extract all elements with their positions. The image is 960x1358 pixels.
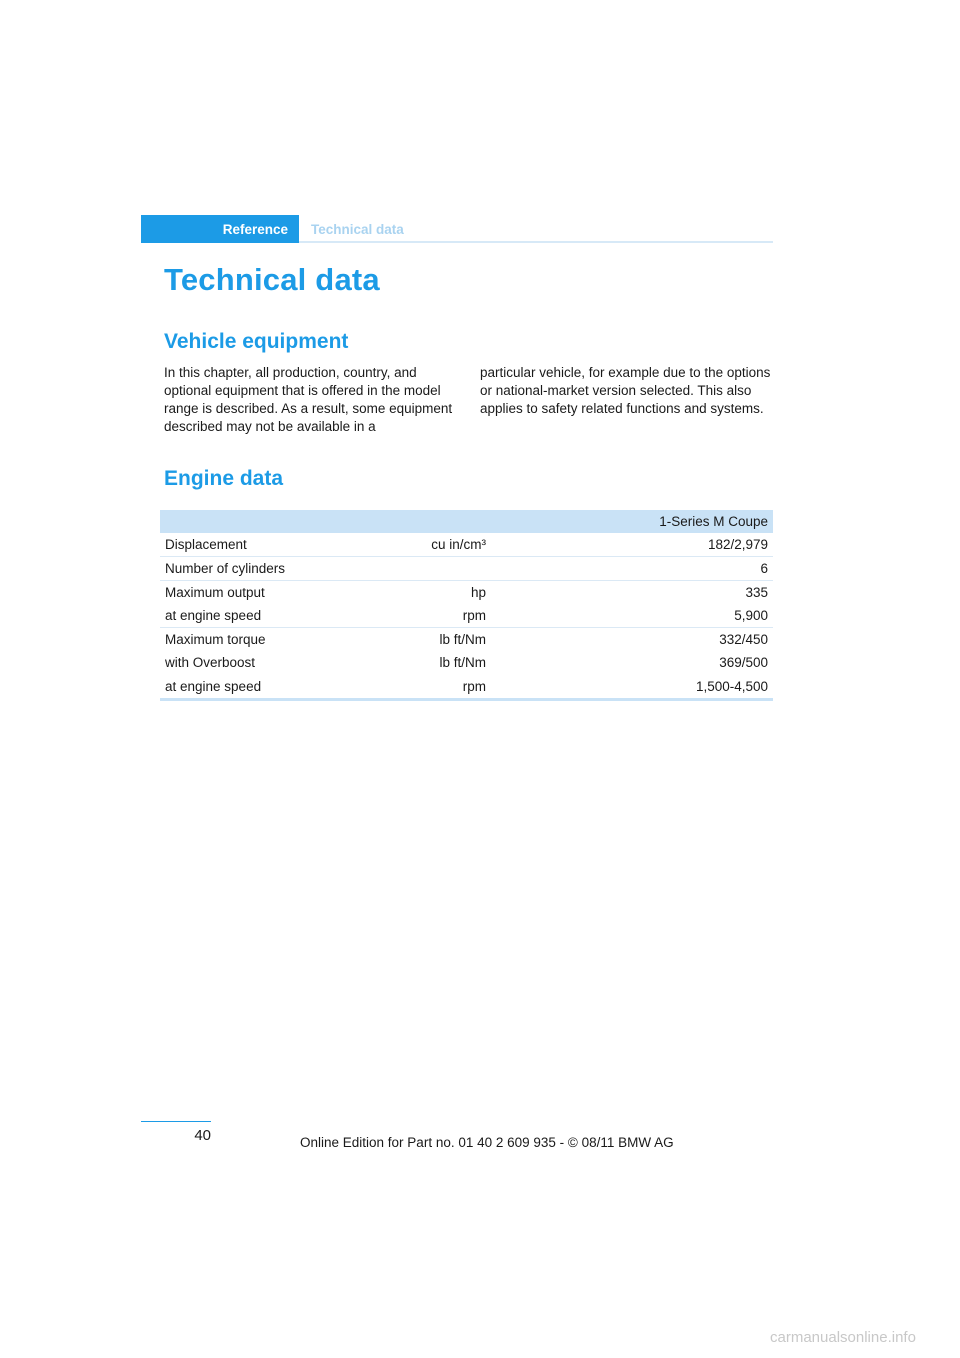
vehicle-equipment-heading: Vehicle equipment — [164, 330, 349, 353]
row-unit: rpm — [462, 608, 486, 623]
page-title: Technical data — [164, 262, 380, 297]
row-label: Number of cylinders — [160, 557, 403, 581]
table-row — [160, 533, 773, 557]
table-row — [160, 581, 773, 605]
row-label: at engine speed — [165, 608, 262, 623]
row-unit — [403, 557, 491, 581]
row-value: 1,500-4,500 — [491, 674, 773, 700]
table-header-row — [160, 510, 773, 533]
row-value: 182/2,979 — [707, 537, 768, 552]
header-divider — [299, 241, 773, 243]
table-row — [160, 628, 773, 652]
row-unit: lb ft/Nm — [403, 628, 491, 652]
row-value: 369/500 — [719, 655, 768, 670]
table-row — [160, 604, 773, 628]
row-unit: cu in/cm³ — [431, 537, 486, 552]
row-unit: rpm — [403, 674, 491, 700]
row-unit: hp — [403, 581, 491, 605]
row-unit: lb ft/Nm — [439, 655, 486, 670]
table-row — [160, 674, 773, 700]
running-header — [141, 215, 773, 243]
engine-data-table — [160, 510, 773, 701]
vehicle-equipment-text-col2: particular vehicle, for example due to the options or national-market version selected. This also applies to safety related functions and systems. — [480, 365, 771, 416]
row-label: at engine speed — [160, 674, 403, 700]
row-value: 335 — [491, 581, 773, 605]
header-section-label: Reference — [222, 222, 288, 237]
table-row — [160, 557, 773, 581]
table-column-header: 1-Series M Coupe — [160, 510, 773, 533]
row-value: 6 — [491, 557, 773, 581]
footer-edition-text: Online Edition for Part no. 01 40 2 609 935 - © 08/11 BMW AG — [300, 1135, 674, 1150]
header-section-tab — [141, 215, 299, 243]
engine-data-heading: Engine data — [164, 467, 284, 490]
row-label: with Overboost — [165, 655, 256, 670]
vehicle-equipment-text-col1: In this chapter, all production, country, and optional equipment that is offered in the model range is described. As a result, some equipment described may not be available in a — [164, 365, 453, 434]
header-chapter-label: Technical data — [311, 222, 404, 237]
row-label: Maximum output — [160, 581, 403, 605]
row-value: 332/450 — [491, 628, 773, 652]
row-value: 5,900 — [734, 608, 768, 623]
row-label: Displacement — [165, 537, 247, 552]
page-number: 40 — [194, 1127, 211, 1144]
table-row — [160, 651, 773, 674]
row-label: Maximum torque — [160, 628, 403, 652]
watermark: carmanualsonline.info — [770, 1329, 916, 1346]
footer-divider — [141, 1121, 211, 1122]
